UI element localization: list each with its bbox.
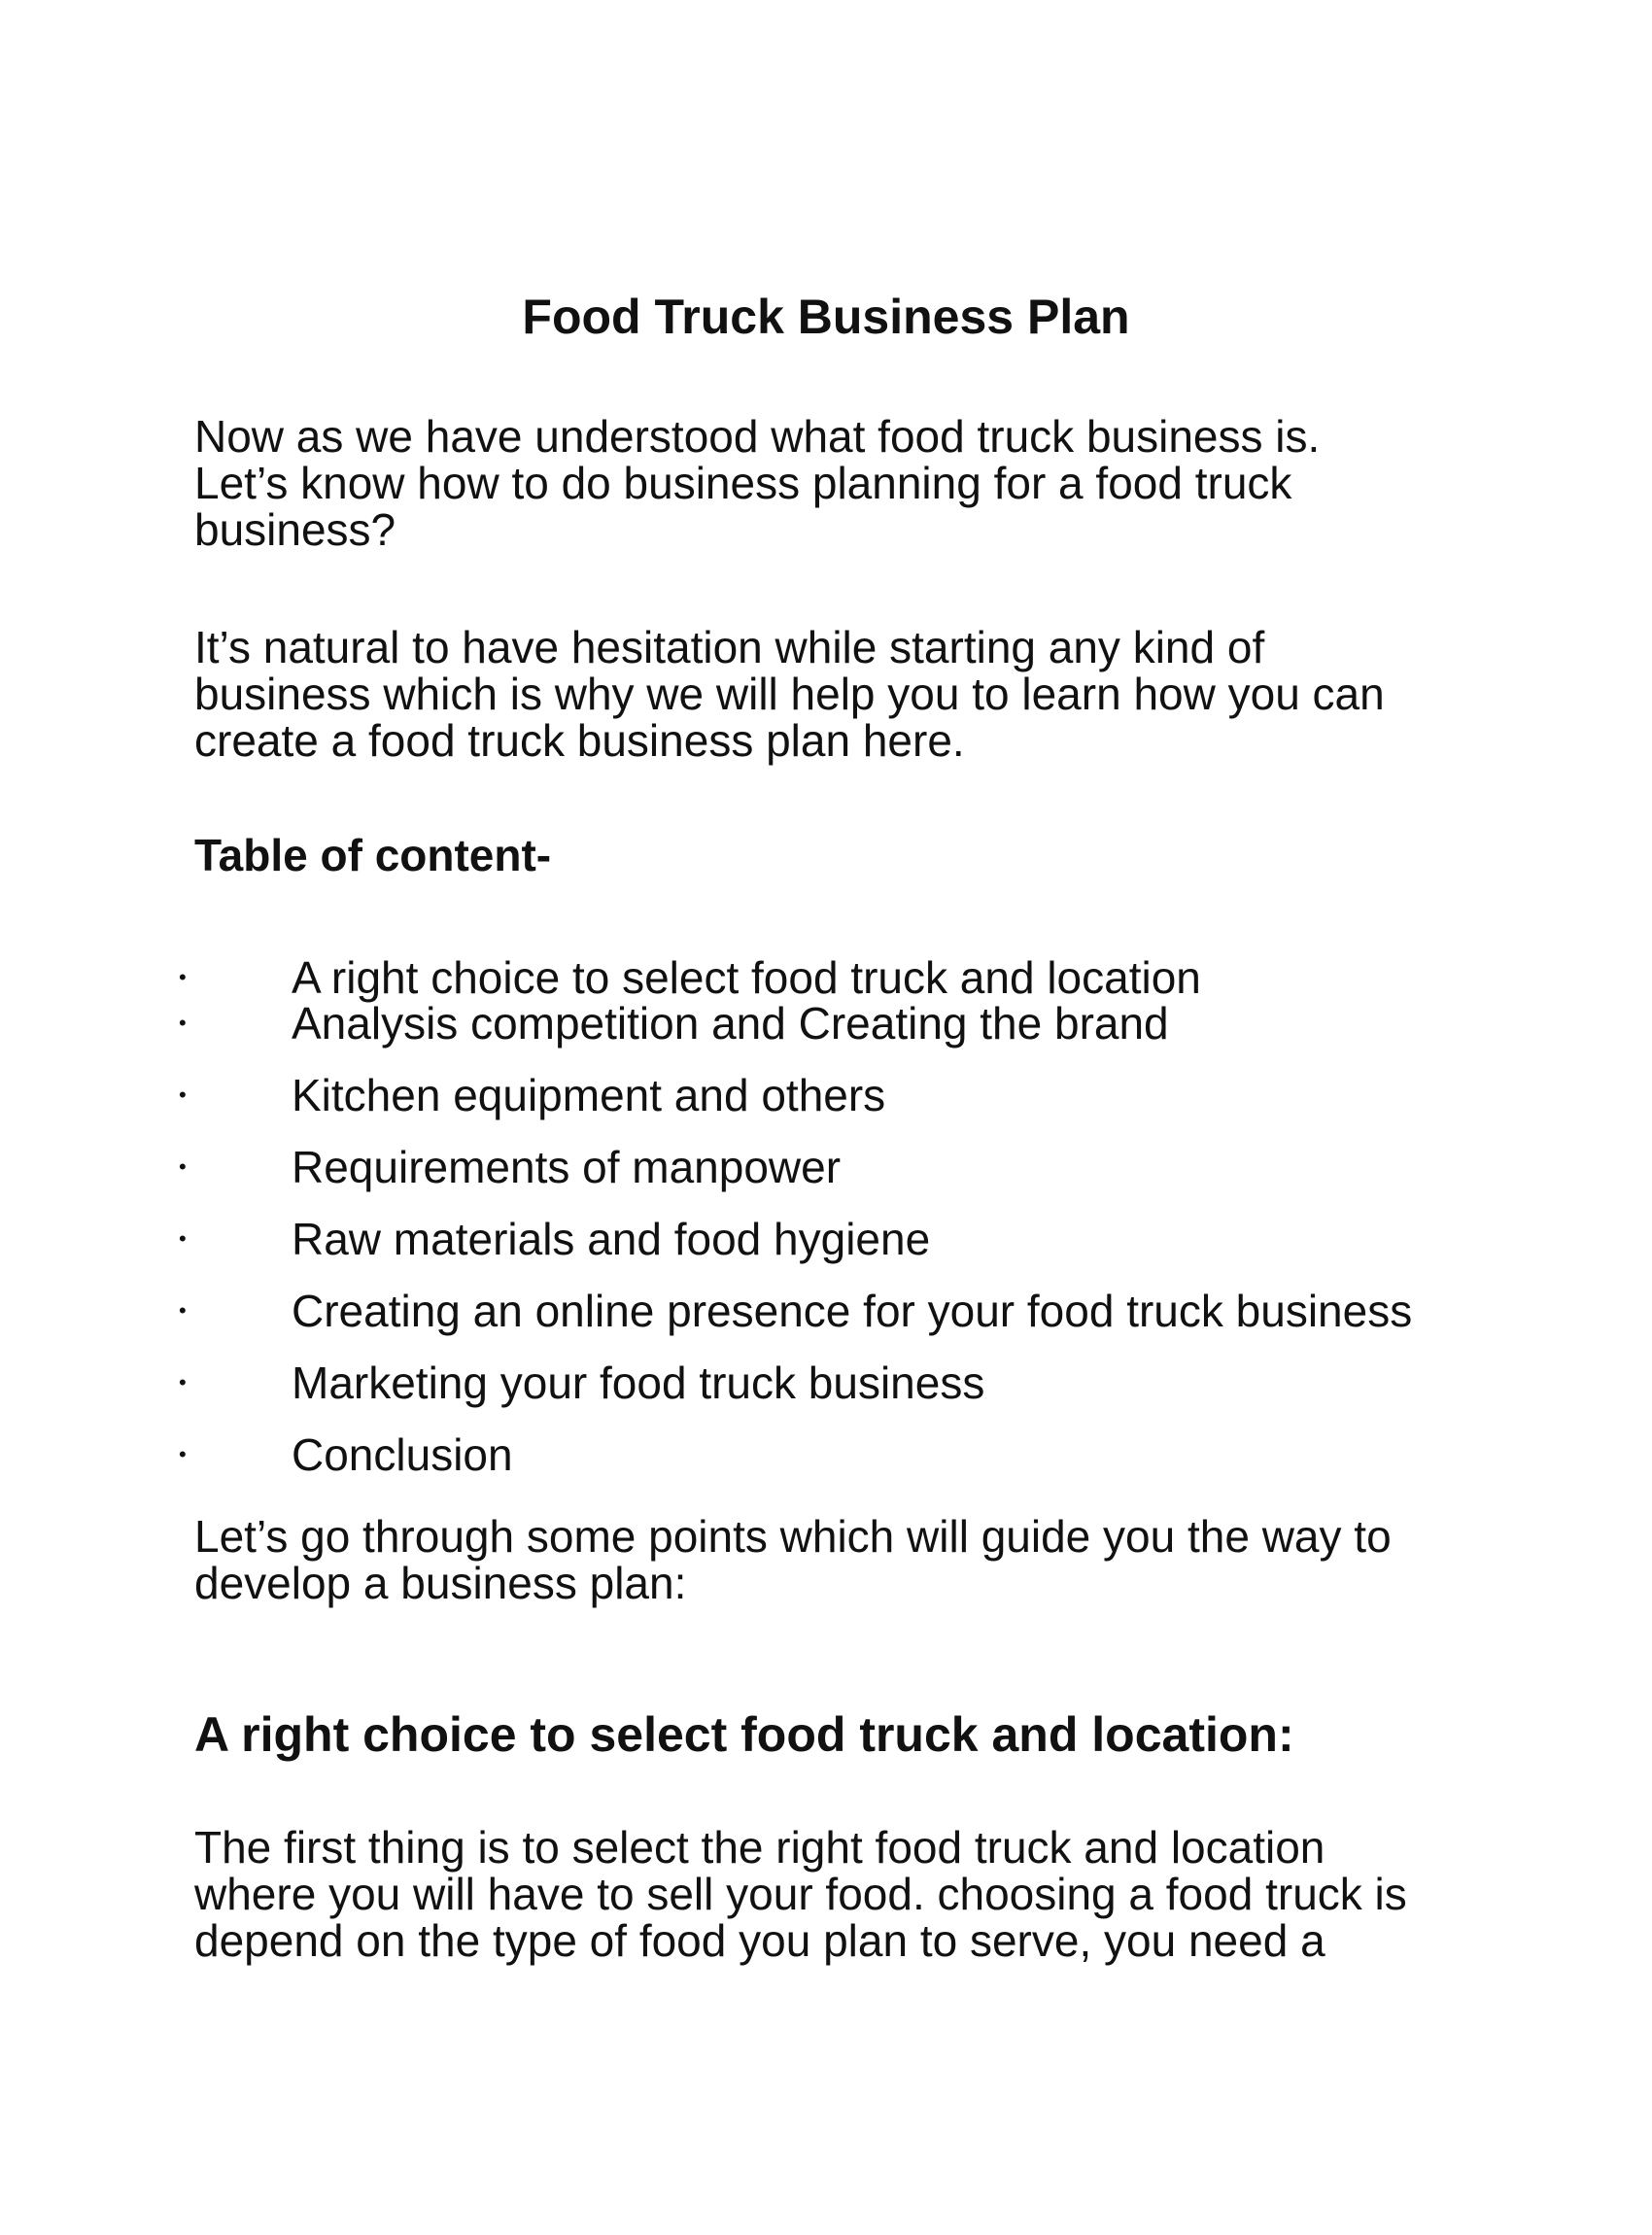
hesitation-line: It’s natural to have hesitation while starting any kind of xyxy=(194,622,1265,672)
bullet-icon: • xyxy=(179,1083,187,1107)
hesitation-line: create a food truck business plan here. xyxy=(194,715,965,766)
guide-line: Let’s go through some points which will guide you the way to xyxy=(194,1511,1392,1562)
toc-item-label: A right choice to select food truck and location xyxy=(292,952,1201,1003)
guide-line: develop a business plan: xyxy=(194,1558,687,1608)
intro-line: Let’s know how to do business planning for a food truck xyxy=(194,458,1292,508)
bullet-icon: • xyxy=(179,1226,187,1251)
toc-item-label: Raw materials and food hygiene xyxy=(292,1214,931,1264)
bullet-icon: • xyxy=(179,1298,187,1323)
hesitation-line: business which is why we will help you to learn how you can xyxy=(194,669,1385,719)
bullet-icon: • xyxy=(179,1011,187,1035)
section-heading: A right choice to select food truck and location: xyxy=(194,1707,1294,1762)
toc-item-label: Requirements of manpower xyxy=(292,1142,842,1192)
bullet-icon: • xyxy=(179,1442,187,1466)
section-paragraph xyxy=(194,1824,1516,1964)
toc-item-label: Kitchen equipment and others xyxy=(292,1070,886,1120)
bullet-icon: • xyxy=(179,1154,187,1179)
bullet-icon: • xyxy=(179,965,187,989)
toc-item-label: Conclusion xyxy=(292,1429,513,1480)
section-line: The first thing is to select the right food truck and location xyxy=(194,1822,1325,1873)
toc-heading: Table of content- xyxy=(194,830,552,880)
guide-paragraph xyxy=(194,1513,1516,1606)
section-line: where you will have to sell your food. choosing a food truck is xyxy=(194,1869,1407,1919)
bullet-icon: • xyxy=(179,1370,187,1394)
document-title: Food Truck Business Plan xyxy=(522,290,1130,344)
toc-item-label: Marketing your food truck business xyxy=(292,1358,985,1408)
intro-line: Now as we have understood what food truck business is. xyxy=(194,411,1321,462)
toc-item-label: Creating an online presence for your food truck business xyxy=(292,1286,1413,1336)
intro-line: business? xyxy=(194,504,396,555)
toc-item-label: Analysis competition and Creating the brand xyxy=(292,998,1169,1049)
intro-paragraph xyxy=(194,413,1516,553)
section-line: depend on the type of food you plan to serve, you need a xyxy=(194,1915,1325,1966)
hesitation-paragraph xyxy=(194,624,1516,764)
